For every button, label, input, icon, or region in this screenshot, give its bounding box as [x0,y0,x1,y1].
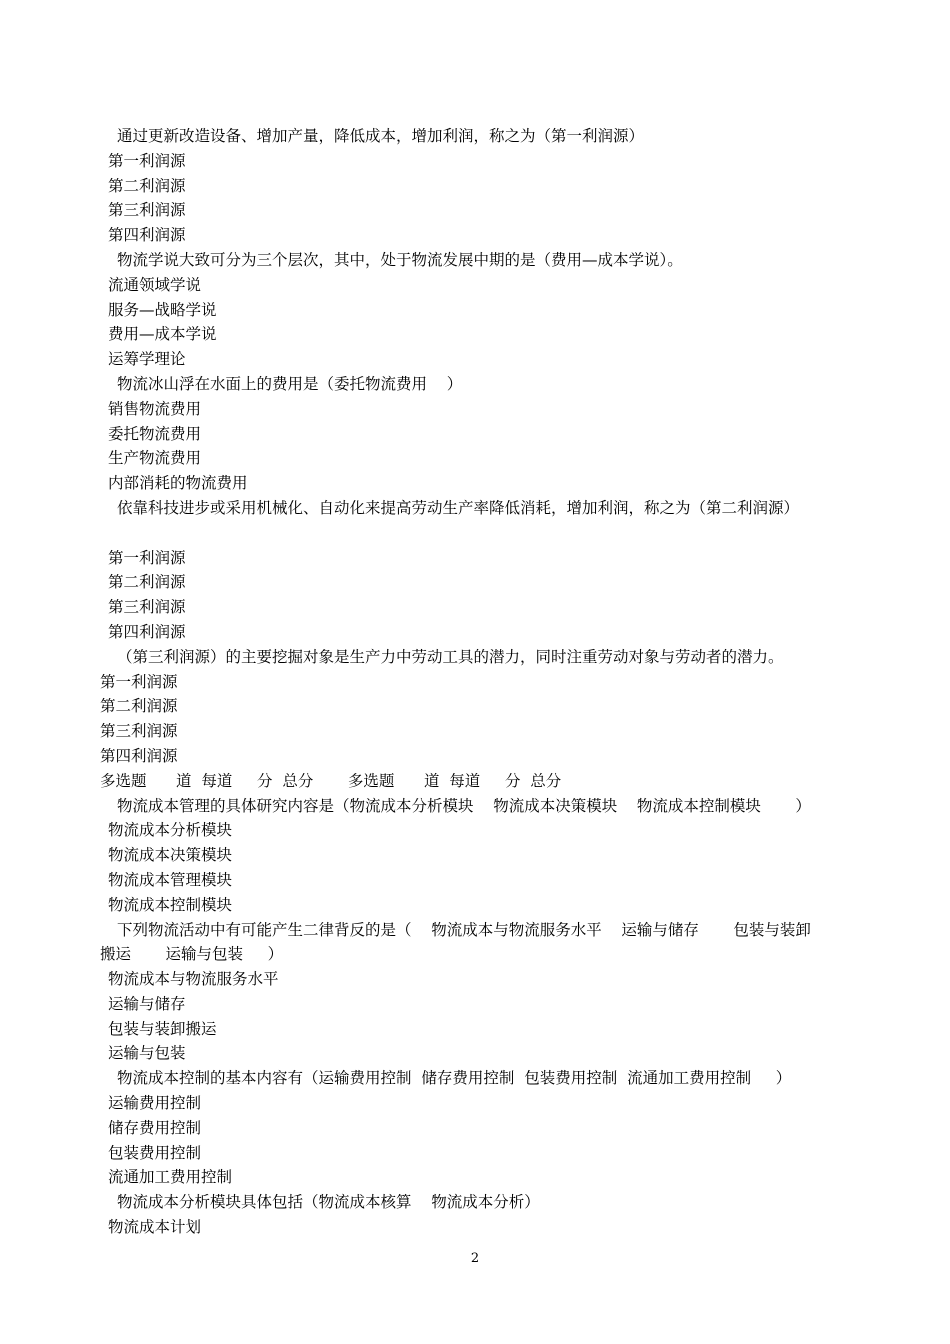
option-line: 第三利润源 [100,722,178,741]
question-line: 依靠科技进步或采用机械化、自动化来提高劳动生产率降低消耗，增加利润，称之为（第二利润源） [117,498,800,517]
option-line: 运输费用控制 [108,1094,202,1113]
option-line: 包装与装卸搬运 [108,1019,217,1038]
option-line: 第四利润源 [108,226,186,245]
blank-line [0,521,950,546]
question-line: （第三利润源）的主要挖掘对象是生产力中劳动工具的潜力，同时注重劳动对象与劳动者的潜力。 [117,647,784,666]
option-line: 物流成本与物流服务水平 [108,970,279,989]
option-line: 第三利润源 [108,598,186,617]
option-line: 第二利润源 [100,697,178,716]
question-line: 通过更新改造设备、增加产量，降低成本，增加利润，称之为（第一利润源） [117,127,645,145]
option-line: 第一利润源 [108,151,186,170]
option-line: 运输与包装 [108,1044,186,1063]
option-line: 第二利润源 [108,573,186,592]
option-line: 流通加工费用控制 [108,1168,233,1187]
question-line: 物流成本控制的基本内容有（运输费用控制 储存费用控制 包装费用控制 流通加工费用控制 ） [117,1069,792,1088]
option-line: 储存费用控制 [108,1118,202,1137]
option-line: 物流成本分析模块 [108,821,233,840]
option-line: 物流成本管理模块 [108,870,233,889]
option-line: 流通领域学说 [108,275,202,294]
option-line: 费用—成本学说 [108,325,217,344]
question-line: 物流冰山浮在水面上的费用是（委托物流费用 ） [117,374,463,393]
option-line: 第二利润源 [108,176,186,195]
option-line: 物流成本计划 [108,1218,202,1237]
option-line: 第一利润源 [100,672,178,691]
option-line: 内部消耗的物流费用 [108,474,248,493]
option-line: 搬运 运输与包装 ） [100,945,284,964]
option-line: 物流成本控制模块 [108,895,233,914]
option-line: 销售物流费用 [108,399,202,418]
option-line: 第三利润源 [108,201,186,220]
option-line: 包装费用控制 [108,1143,202,1162]
option-line: 第四利润源 [100,746,178,765]
question-line: 物流学说大致可分为三个层次，其中，处于物流发展中期的是（费用—成本学说）。 [117,250,683,269]
option-line: 多选题 道 每道 分 总分 多选题 道 每道 分 总分 [100,771,562,790]
option-line: 委托物流费用 [108,424,202,443]
question-line: 物流成本分析模块具体包括（物流成本核算 物流成本分析） [117,1193,540,1212]
option-line: 运输与储存 [108,994,186,1013]
document-body [0,124,950,1240]
option-line: 服务—战略学说 [108,300,217,319]
question-line: 物流成本管理的具体研究内容是（物流成本分析模块 物流成本决策模块 物流成本控制模块 ） [117,796,811,815]
page-number: 2 [470,1251,480,1266]
option-line: 第四利润源 [108,622,186,641]
question-line: 下列物流活动中有可能产生二律背反的是（ 物流成本与物流服务水平 运输与储存 包装与装卸 [117,920,811,939]
option-line: 运筹学理论 [108,350,186,369]
option-line: 第一利润源 [108,548,186,567]
option-line: 物流成本决策模块 [108,846,233,865]
option-line: 生产物流费用 [108,449,202,468]
